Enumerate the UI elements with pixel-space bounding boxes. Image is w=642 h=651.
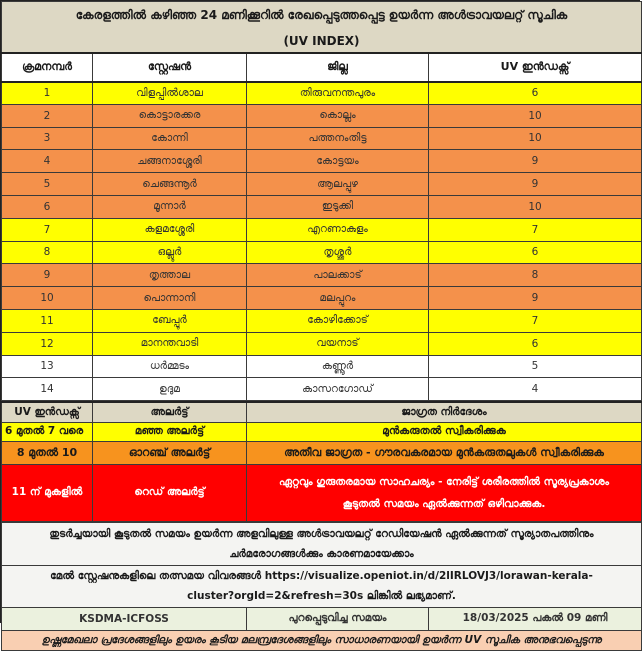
table-row	[2, 195, 642, 218]
uv-range: 6 മുതൽ 7 വരെ	[2, 422, 93, 441]
alert-level: റെഡ് അലർട്ട്	[93, 464, 247, 521]
district-name: തൃശ്ശൂർ	[247, 241, 429, 264]
uv-value: 6	[429, 82, 642, 105]
serial-no: 10	[2, 287, 93, 310]
station-name: ഒല്ലൂർ	[93, 241, 247, 264]
table-row	[2, 241, 642, 264]
station-name: കോന്നി	[93, 127, 247, 150]
bottom-note-row	[2, 630, 642, 650]
uv-value: 8	[429, 264, 642, 287]
link-prefix: മേൽ സ്റ്റേഷനുകളിലെ തത്സമയ വിവരങ്ങൾ	[50, 570, 262, 583]
live-data-note	[2, 565, 642, 607]
uv-index-table	[1, 1, 642, 401]
serial-no: 6	[2, 195, 93, 218]
uv-value: 10	[429, 195, 642, 218]
serial-no: 14	[2, 378, 93, 401]
table-row	[2, 378, 642, 401]
serial-no: 7	[2, 218, 93, 241]
district-name: കണ്ണൂർ	[247, 355, 429, 378]
subtitle-row	[2, 30, 642, 53]
published-label: പുറപ്പെടുവിച്ച സമയം	[247, 607, 429, 630]
alert-row-red	[2, 464, 642, 521]
station-name: വിളപ്പിൽശാല	[93, 82, 247, 105]
link-suffix: ലിങ്കിൽ ലഭ്യമാണ്.	[366, 590, 456, 603]
station-name: തൃത്താല	[93, 264, 247, 287]
header-uv-index: UV ഇൻഡക്സ്	[429, 53, 642, 82]
report-subtitle: (UV INDEX)	[2, 30, 642, 53]
district-name: എറണാകുളം	[247, 218, 429, 241]
serial-no: 2	[2, 104, 93, 127]
serial-no: 11	[2, 309, 93, 332]
uv-value: 6	[429, 241, 642, 264]
alert-advice-line2: കൂടുതൽ സമയം ഏൽക്കുന്നത് ഒഴിവാക്കുക.	[342, 497, 546, 510]
alert-header-row	[2, 402, 642, 422]
station-name: ചങ്ങനാശ്ശേരി	[93, 150, 247, 173]
table-header-row	[2, 53, 642, 82]
serial-no: 8	[2, 241, 93, 264]
uv-value: 5	[429, 355, 642, 378]
station-name: കളമശ്ശേരി	[93, 218, 247, 241]
title-row	[2, 2, 642, 30]
uv-range: 8 മുതൽ 10	[2, 441, 93, 464]
table-row	[2, 332, 642, 355]
serial-no: 1	[2, 82, 93, 105]
serial-no: 3	[2, 127, 93, 150]
station-name: മാനന്തവാടി	[93, 332, 247, 355]
station-name: ബേപ്പൂർ	[93, 309, 247, 332]
alert-advice: മുൻകരുതൽ സ്വീകരിക്കുക	[247, 422, 642, 441]
serial-no: 5	[2, 173, 93, 196]
station-name: ഉദുമ	[93, 378, 247, 401]
table-row	[2, 127, 642, 150]
serial-no: 13	[2, 355, 93, 378]
live-data-link-part1[interactable]: https://visualize.openiot.in/d/2lIRLOVJ3/lorawan-kerala-	[264, 570, 593, 583]
station-name: മൂന്നാർ	[93, 195, 247, 218]
uv-value: 9	[429, 287, 642, 310]
uv-value: 6	[429, 332, 642, 355]
district-name: തിരുവനന്തപുരം	[247, 82, 429, 105]
health-warning-row	[2, 522, 642, 565]
alert-advice	[247, 464, 642, 521]
alert-header-advice: ജാഗ്രത നിർദേശം	[247, 402, 642, 422]
health-warning	[2, 522, 642, 565]
serial-no: 4	[2, 150, 93, 173]
header-serial-no: ക്രമനമ്പർ	[2, 53, 93, 82]
header-district: ജില്ല	[247, 53, 429, 82]
alert-advice-line1: ഏറ്റവും ഗുരുതരമായ സാഹചര്യം - നേരിട്ട് ശരീരത്തിൽ സൂര്യപ്രകാശം	[278, 475, 609, 488]
table-row	[2, 104, 642, 127]
district-name: ഇടുക്കി	[247, 195, 429, 218]
uv-value: 9	[429, 150, 642, 173]
alert-row-orange	[2, 441, 642, 464]
district-name: കാസറഗോഡ്	[247, 378, 429, 401]
uv-value: 7	[429, 309, 642, 332]
table-row	[2, 355, 642, 378]
notes-table	[1, 522, 642, 651]
source-label: KSDMA-ICFOSS	[2, 607, 247, 630]
district-name: കോഴിക്കോട്	[247, 309, 429, 332]
bottom-note: ഉഷ്ണമേഖലാ പ്രദേശങ്ങളിലും ഉയരം കൂടിയ മലമ്പ്രദേശങ്ങളിലും സാധാരണയായി ഉയർന്ന UV സൂചിക അനുഭവപ്പെടുന്നു	[2, 630, 642, 650]
district-name: മലപ്പുറം	[247, 287, 429, 310]
district-name: വയനാട്	[247, 332, 429, 355]
alert-level: മഞ്ഞ അലർട്ട്	[93, 422, 247, 441]
district-name: കൊല്ലം	[247, 104, 429, 127]
station-name: ചെങ്ങന്നൂർ	[93, 173, 247, 196]
table-row	[2, 264, 642, 287]
footer-row	[2, 607, 642, 630]
uv-value: 4	[429, 378, 642, 401]
health-warning-line2: ചർമരോഗങ്ങൾക്കും കാരണമായേക്കാം	[229, 547, 414, 560]
table-row	[2, 173, 642, 196]
alert-advice: അതീവ ജാഗ്രത - ഗൗരവകരമായ മുൻകരുതലുകൾ സ്വീകരിക്കുക	[247, 441, 642, 464]
uv-value: 10	[429, 127, 642, 150]
station-name: പൊന്നാനി	[93, 287, 247, 310]
serial-no: 9	[2, 264, 93, 287]
station-name: ധർമ്മടം	[93, 355, 247, 378]
serial-no: 12	[2, 332, 93, 355]
uv-value: 9	[429, 173, 642, 196]
uv-value: 7	[429, 218, 642, 241]
live-data-link-part2[interactable]: cluster?orgId=2&refresh=30s	[187, 590, 364, 603]
station-rows	[2, 82, 642, 401]
table-row	[2, 82, 642, 105]
table-row	[2, 309, 642, 332]
district-name: കോട്ടയം	[247, 150, 429, 173]
header-station: സ്റ്റേഷൻ	[93, 53, 247, 82]
table-row	[2, 218, 642, 241]
table-row	[2, 150, 642, 173]
published-time: 18/03/2025 പകൽ 09 മണി	[429, 607, 642, 630]
alert-header-uv: UV ഇൻഡക്സ്	[2, 402, 93, 422]
district-name: പത്തനംതിട്ട	[247, 127, 429, 150]
district-name: പാലക്കാട്	[247, 264, 429, 287]
table-row	[2, 287, 642, 310]
alert-row-yellow	[2, 422, 642, 441]
district-name: ആലപ്പുഴ	[247, 173, 429, 196]
alert-legend-table	[1, 401, 642, 522]
health-warning-line1: തുടർച്ചയായി കൂടുതൽ സമയം ഉയർന്ന അളവിലുള്ള അൾട്രാവയലറ്റ് റേഡിയേഷൻ ഏൽക്കുന്നത് സൂര്യാതപത്തിനും	[49, 527, 594, 540]
report-title: കേരളത്തിൽ കഴിഞ്ഞ 24 മണിക്കൂറിൽ രേഖപ്പെടുത്തപ്പെട്ട ഉയർന്ന അൾട്രാവയലറ്റ് സൂചിക	[2, 2, 642, 30]
alert-header-alert: അലർട്ട്	[93, 402, 247, 422]
uv-range: 11 ന് മുകളിൽ	[2, 464, 93, 521]
station-name: കൊട്ടാരക്കര	[93, 104, 247, 127]
uv-value: 10	[429, 104, 642, 127]
alert-level: ഓറഞ്ച് അലർട്ട്	[93, 441, 247, 464]
live-data-link-row	[2, 565, 642, 607]
